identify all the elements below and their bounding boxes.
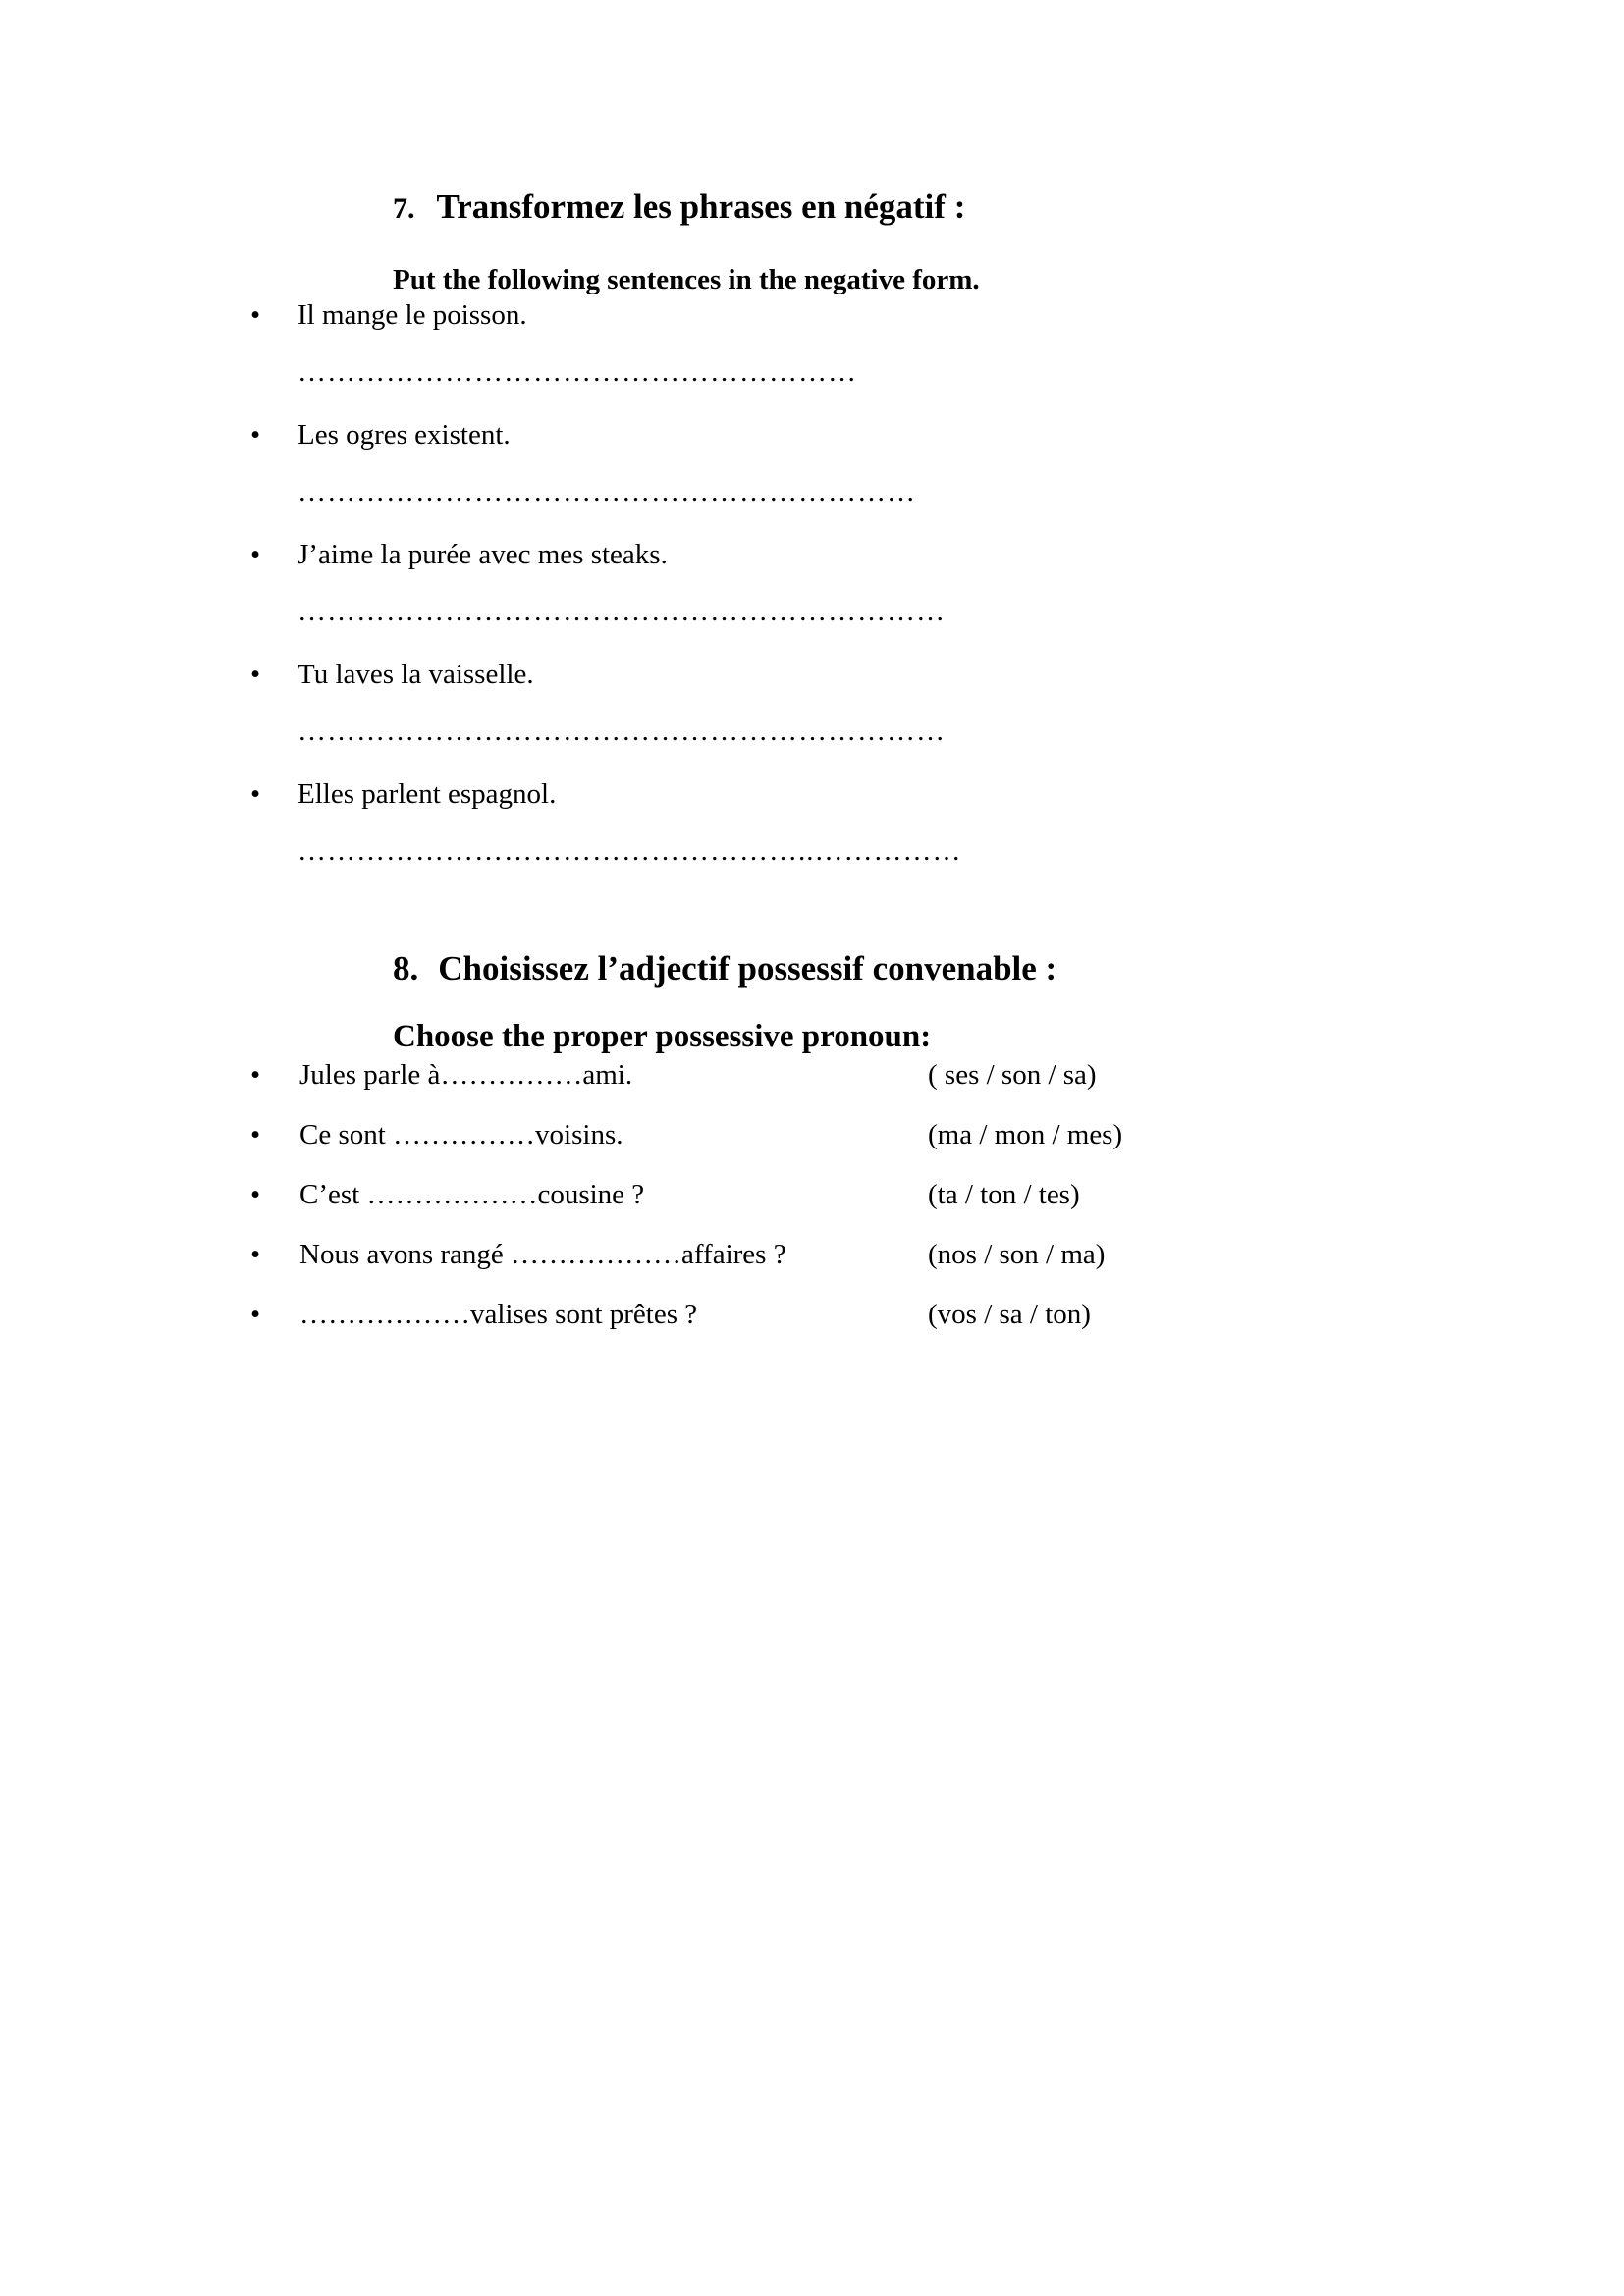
exercise-sentence: ………………valises sont prêtes ? <box>299 1299 698 1330</box>
exercise-item <box>250 1297 1506 1332</box>
bullet-icon: • <box>250 1239 261 1270</box>
exercise-sentence: J’aime la purée avec mes steaks. <box>298 539 668 570</box>
exercise-item <box>250 417 1506 509</box>
exercise-sentence: Les ogres existent. <box>298 419 511 451</box>
section-7-list <box>250 297 1506 869</box>
exercise-item <box>250 1057 1506 1093</box>
section-8-number: 8. <box>393 949 419 988</box>
bullet-icon: • <box>250 659 261 690</box>
exercise-sentence: Il mange le poisson. <box>298 299 527 331</box>
answer-options: ( ses / son / sa) <box>928 1059 1097 1091</box>
bullet-icon: • <box>250 1059 261 1091</box>
exercise-sentence: Tu laves la vaisselle. <box>298 659 534 690</box>
answer-line: ………………………………………………………… <box>298 716 946 747</box>
section-7-heading <box>393 187 1506 230</box>
section-7-title: Transformez les phrases en négatif : <box>436 187 966 226</box>
section-8-subtitle: Choose the proper possessive pronoun: <box>393 1019 932 1054</box>
answer-line: ………………………………………………… <box>298 356 857 388</box>
section-8-title: Choisissez l’adjectif possessif convenable : <box>438 949 1057 988</box>
section-8-list <box>250 1057 1506 1332</box>
bullet-icon: • <box>250 539 261 570</box>
answer-line: ………………………………………………………… <box>298 596 946 627</box>
exercise-item <box>250 776 1506 869</box>
answer-options: (ta / ton / tes) <box>928 1179 1080 1210</box>
section-8 <box>250 947 1506 1332</box>
section-7-number: 7. <box>393 192 415 225</box>
bullet-icon: • <box>250 1179 261 1210</box>
exercise-sentence: Elles parlent espagnol. <box>298 778 557 810</box>
answer-line: ……………………………………………..…………… <box>298 835 962 867</box>
bullet-icon: • <box>250 419 261 451</box>
exercise-item <box>250 657 1506 749</box>
bullet-icon: • <box>250 299 261 331</box>
exercise-item <box>250 1177 1506 1212</box>
exercise-sentence: Ce sont ……………voisins. <box>299 1119 623 1150</box>
section-8-heading <box>393 947 1506 990</box>
answer-options: (ma / mon / mes) <box>928 1119 1123 1150</box>
section-7-subtitle: Put the following sentences in the negative form. <box>393 264 980 295</box>
exercise-item <box>250 1117 1506 1152</box>
answer-options: (nos / son / ma) <box>928 1239 1106 1270</box>
bullet-icon: • <box>250 1119 261 1150</box>
exercise-item <box>250 537 1506 629</box>
exercise-sentence: C’est ………………cousine ? <box>299 1179 645 1210</box>
exercise-item <box>250 1237 1506 1272</box>
bullet-icon: • <box>250 778 261 810</box>
exercise-sentence: Jules parle à……………ami. <box>299 1059 633 1091</box>
exercise-item <box>250 297 1506 390</box>
bullet-icon: • <box>250 1299 261 1330</box>
answer-line: ……………………………………………………… <box>298 476 916 507</box>
section-7 <box>250 187 1506 869</box>
answer-options: (vos / sa / ton) <box>928 1299 1091 1330</box>
exercise-sentence: Nous avons rangé ………………affaires ? <box>299 1239 786 1270</box>
